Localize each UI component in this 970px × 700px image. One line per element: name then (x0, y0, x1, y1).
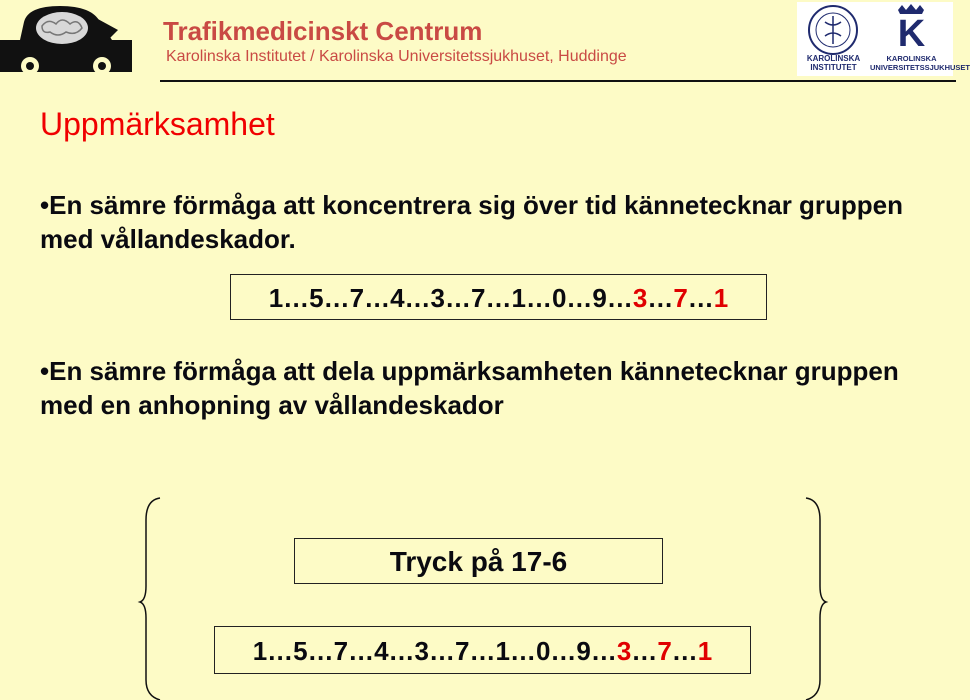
bullet-concentration: •En sämre förmåga att koncentrera sig över tid kännetecknar gruppen med vållandeskador. (40, 190, 904, 254)
sequence-text: 1…5…7…4…3…7…1…0…9… (268, 283, 633, 313)
bullet-divided-attention: •En sämre förmåga att dela uppmärksamheten kännetecknar gruppen med en anhopning av vållandeskador (40, 356, 899, 420)
org-subtitle: Karolinska Institutet / Karolinska Universitetssjukhuset, Huddinge (166, 48, 627, 65)
slide-heading: Uppmärksamhet (40, 106, 275, 142)
kus-logo-letter: K (897, 13, 926, 55)
sequence-text: … (631, 636, 658, 666)
sequence-highlight: 7 (673, 283, 688, 313)
sequence-highlight: 1 (713, 283, 729, 313)
sequence-text: … (671, 636, 698, 666)
left-brace (140, 498, 160, 700)
sequence-highlight: 3 (632, 283, 648, 313)
org-title: Trafikmedicinskt Centrum (163, 16, 483, 46)
sequence-highlight: 1 (697, 636, 713, 666)
tap-instruction-box: Tryck på 17-6 (294, 538, 663, 584)
sequence-text: … (687, 283, 714, 313)
right-brace (806, 498, 826, 700)
sequence-highlight: 3 (616, 636, 632, 666)
number-sequence-2 (214, 626, 751, 674)
ki-logo-label: KAROLINSKA INSTITUTET (806, 54, 861, 72)
sequence-text: 1…5…7…4…3…7…1…0…9… (252, 636, 617, 666)
sequence-text: … (647, 283, 674, 313)
kus-logo-label: KAROLINSKA UNIVERSITETSSJUKHUSET (870, 54, 970, 72)
sequence-highlight: 7 (657, 636, 672, 666)
